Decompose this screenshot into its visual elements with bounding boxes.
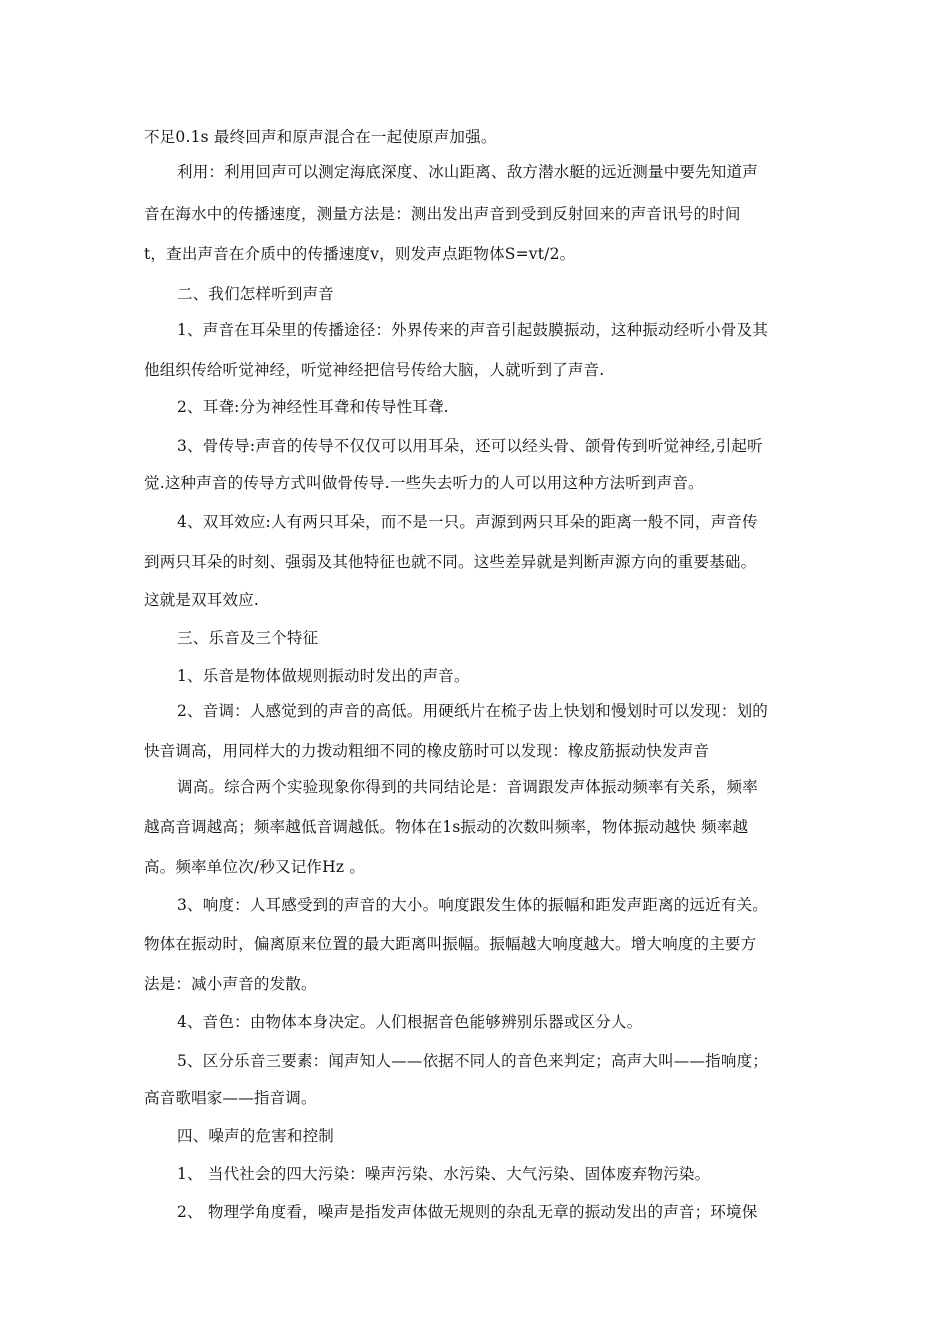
text-line: 到两只耳朵的时刻、强弱及其他特征也就不同。这些差异就是判断声源方向的重要基础。	[144, 553, 757, 571]
text-line: 物体在振动时，偏离原来位置的最大距离叫振幅。振幅越大响度越大。增大响度的主要方	[144, 935, 757, 953]
text-line: 调高。综合两个实验现象你得到的共同结论是：音调跟发声体振动频率有关系，频率	[177, 778, 758, 796]
text-line: 1、乐音是物体做规则振动时发出的声音。	[177, 667, 470, 685]
text-line: 2、音调：人感觉到的声音的高低。用硬纸片在梳子齿上快划和慢划时可以发现：划的	[177, 702, 768, 720]
text-line: 这就是双耳效应.	[144, 591, 260, 609]
section-heading: 四、噪声的危害和控制	[177, 1127, 335, 1145]
text-line: 越高音调越高；频率越低音调越低。物体在1s振动的次数叫频率，物体振动越快 频率越	[144, 818, 749, 836]
text-line: 他组织传给听觉神经，听觉神经把信号传给大脑，人就听到了声音.	[144, 361, 605, 379]
text-line: 法是：减小声音的发散。	[144, 975, 317, 993]
text-line: 2、耳聋:分为神经性耳聋和传导性耳聋.	[177, 398, 449, 416]
text-line: 3、骨传导:声音的传导不仅仅可以用耳朵，还可以经头骨、颌骨传到听觉神经,引起听	[177, 437, 763, 455]
text-line: 4、双耳效应:人有两只耳朵，而不是一只。声源到两只耳朵的距离一般不同，声音传	[177, 513, 758, 531]
text-line: 5、区分乐音三要素：闻声知人——依据不同人的音色来判定；高声大叫——指响度；	[177, 1052, 768, 1070]
text-line: 音在海水中的传播速度，测量方法是：测出发出声音到受到反射回来的声音讯号的时间	[144, 205, 741, 223]
text-line: 4、音色：由物体本身决定。人们根据音色能够辨别乐器或区分人。	[177, 1013, 643, 1031]
text-line: 1、声音在耳朵里的传播途径：外界传来的声音引起鼓膜振动，这种振动经听小骨及其	[177, 321, 768, 339]
text-line: 觉.这种声音的传导方式叫做骨传导.一些失去听力的人可以用这种方法听到声音。	[144, 474, 704, 492]
text-line: 高。频率单位次/秒又记作Hz 。	[144, 858, 366, 876]
text-line: 高音歌唱家——指音调。	[144, 1089, 317, 1107]
section-heading: 三、乐音及三个特征	[177, 629, 319, 647]
text-line: t，查出声音在介质中的传播速度v，则发声点距物体S=vt/2。	[144, 245, 576, 263]
text-line: 2、 物理学角度看，噪声是指发声体做无规则的杂乱无章的振动发出的声音；环境保	[177, 1203, 758, 1221]
text-line: 快音调高，用同样大的力拨动粗细不同的橡皮筋时可以发现：橡皮筋振动快发声音	[144, 742, 710, 760]
text-line: 不足0.1s 最终回声和原声混合在一起使原声加强。	[144, 128, 497, 146]
text-line: 3、响度：人耳感受到的声音的大小。响度跟发生体的振幅和距发声距离的远近有关。	[177, 896, 768, 914]
section-heading: 二、我们怎样听到声音	[177, 285, 335, 303]
text-line: 利用：利用回声可以测定海底深度、冰山距离、敌方潜水艇的远近测量中要先知道声	[177, 163, 758, 181]
text-line: 1、 当代社会的四大污染：噪声污染、水污染、大气污染、固体废弃物污染。	[177, 1165, 711, 1183]
